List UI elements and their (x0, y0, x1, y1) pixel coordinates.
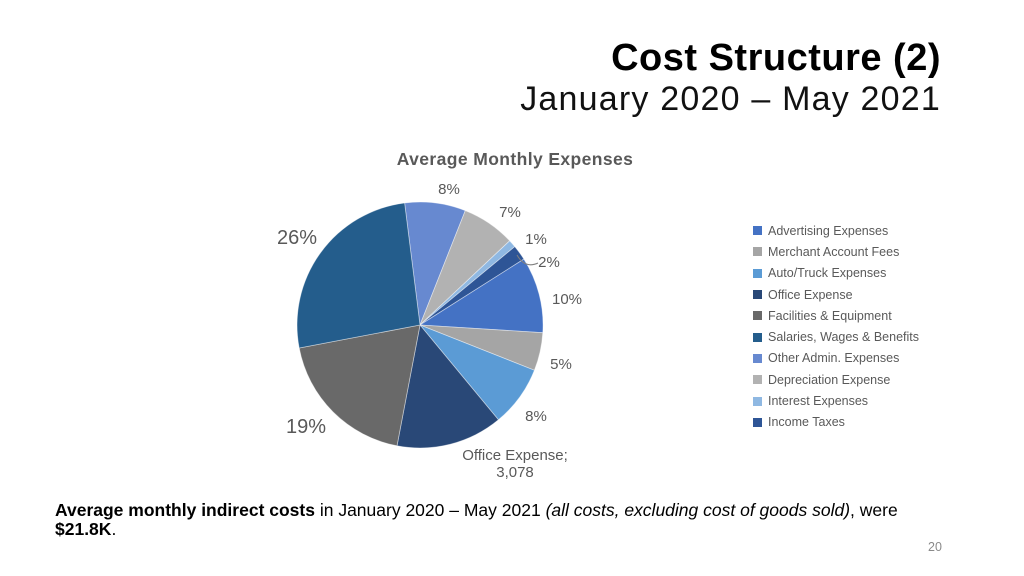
legend-label-salaries-wages-benefits: Salaries, Wages & Benefits (768, 330, 919, 345)
legend-swatch-depreciation-expense (753, 375, 762, 384)
legend-item-auto-truck-expenses (753, 263, 919, 284)
pie-label-3-078: 3,078 (496, 463, 534, 481)
pie-label-19: 19% (285, 416, 327, 438)
legend-label-other-admin-expenses: Other Admin. Expenses (768, 351, 900, 366)
legend-swatch-salaries-wages-benefits (753, 333, 762, 342)
pie-label-1: 1% (525, 230, 547, 248)
legend-item-income-taxes (753, 412, 919, 433)
legend-swatch-facilities-equipment (753, 311, 762, 320)
footer-regular-1: in January 2020 – May 2021 (314, 500, 546, 520)
legend-item-interest-expenses (753, 390, 919, 411)
footer-italic-parenthetical: (all costs, excluding cost of goods sold) (545, 500, 851, 520)
footer-bold-amount: $21.8K (55, 519, 112, 540)
footer-line-1 (55, 501, 985, 520)
pie-slice-salaries-wages-benefits (297, 203, 420, 348)
legend-item-facilities-equipment (753, 305, 919, 326)
pie-label-5: 5% (550, 355, 572, 373)
pie-label-26: 26% (276, 227, 318, 249)
footer-note (55, 501, 985, 540)
legend-swatch-merchant-account-fees (753, 247, 762, 256)
page-number: 20 (928, 540, 942, 554)
legend-swatch-auto-truck-expenses (753, 269, 762, 278)
legend-swatch-office-expense (753, 290, 762, 299)
legend-label-merchant-account-fees: Merchant Account Fees (768, 244, 900, 259)
legend-label-income-taxes: Income Taxes (768, 415, 845, 430)
pie-label-office-expense: Office Expense; (462, 446, 568, 464)
legend-label-interest-expenses: Interest Expenses (768, 394, 869, 409)
legend-item-salaries-wages-benefits (753, 326, 919, 347)
footer-period: . (111, 519, 117, 540)
pie-label-10: 10% (551, 290, 583, 308)
legend-item-advertising-expenses (753, 220, 919, 241)
legend-swatch-interest-expenses (753, 397, 762, 406)
pie-label-8: 8% (438, 180, 460, 198)
footer-regular-2: , were (850, 500, 898, 520)
footer-bold-costs: Average monthly indirect costs (55, 500, 315, 520)
legend-item-office-expense (753, 284, 919, 305)
legend-item-merchant-account-fees (753, 241, 919, 262)
legend-swatch-other-admin-expenses (753, 354, 762, 363)
pie-label-7: 7% (499, 203, 521, 221)
footer-line-2 (55, 520, 985, 539)
legend-item-depreciation-expense (753, 369, 919, 390)
legend-item-other-admin-expenses (753, 348, 919, 369)
legend-label-auto-truck-expenses: Auto/Truck Expenses (768, 266, 887, 281)
legend-label-facilities-equipment: Facilities & Equipment (768, 308, 892, 323)
pie-label-2: 2% (538, 253, 560, 271)
legend-label-depreciation-expense: Depreciation Expense (768, 372, 891, 387)
legend-swatch-income-taxes (753, 418, 762, 427)
legend-label-office-expense: Office Expense (768, 287, 853, 302)
slide-title: Cost Structure (2) (611, 37, 941, 79)
chart-legend (753, 220, 919, 433)
chart-title: Average Monthly Expenses (396, 149, 634, 169)
pie-label-8: 8% (525, 407, 547, 425)
legend-swatch-advertising-expenses (753, 226, 762, 235)
slide-subtitle: January 2020 – May 2021 (520, 80, 941, 119)
legend-label-advertising-expenses: Advertising Expenses (768, 223, 889, 238)
